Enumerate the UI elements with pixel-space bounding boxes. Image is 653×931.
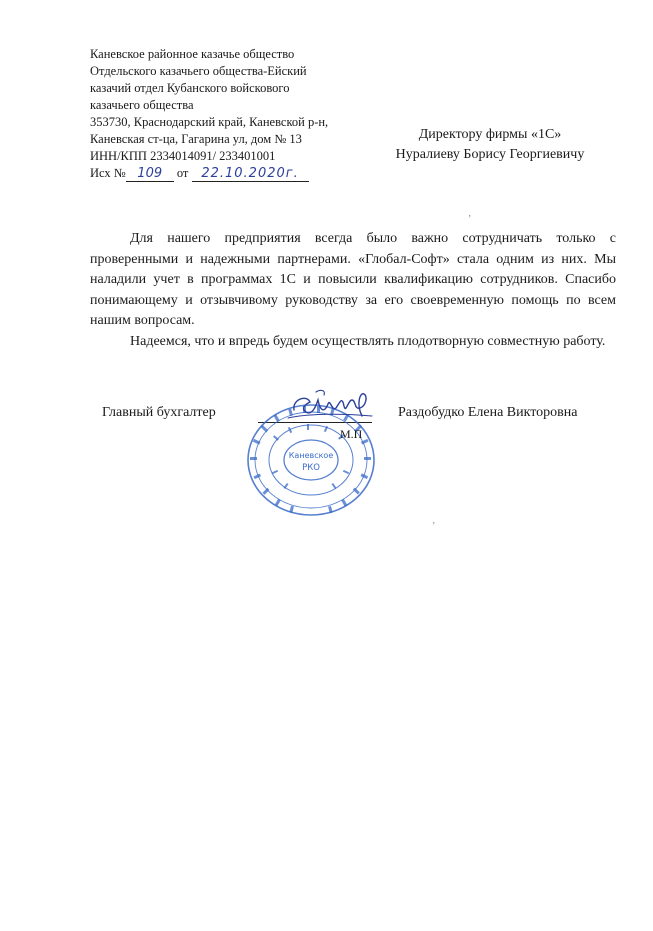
seal-center-top: Каневское [288, 451, 334, 460]
signatory-title: Главный бухгалтер [102, 405, 216, 420]
reference-line [90, 165, 390, 182]
sender-address: 353730, Краснодарский край, Каневской р-н, [90, 115, 329, 129]
sender-line: Отдельского казачьего общества-Ейский [90, 64, 307, 78]
sender-line: казачий отдел Кубанского войскового [90, 81, 290, 95]
date-label: от [176, 166, 189, 180]
ref-date: 22.10.2020г. [192, 167, 309, 182]
paper-speck: ʼ [432, 521, 436, 532]
sender-address: Каневская ст-ца, Гагарина ул, дом № 13 [90, 132, 302, 146]
recipient-name: Нуралиеву Борису Георгиевичу [395, 147, 585, 162]
stamp-place-mark: М.П [340, 427, 363, 441]
body-paragraph: Для нашего предприятия всегда было важно сотрудничать только с проверенными и надежными партнерами. «Глобал-Софт» стала одним из них. Мы наладили учет в программах 1С и повысили квалификацию сотрудников. Спасибо понимающему и отзывчивому руководству за его своевременную помощь по всем нашим вопросам. [90, 231, 616, 328]
sender-block [90, 46, 390, 182]
sender-line: казачьего общества [90, 98, 194, 112]
letter-body [90, 229, 616, 352]
signatory-name: Раздобудко Елена Викторовна [398, 405, 578, 420]
seal-center-bottom: РКО [302, 463, 320, 473]
sender-line: Каневское районное казачье общество [90, 47, 295, 61]
ref-number: 109 [126, 167, 174, 182]
recipient-position: Директору фирмы «1С» [418, 127, 562, 142]
handwritten-signature [286, 386, 376, 426]
body-paragraph: Надеемся, что и впредь будем осуществлять плодотворную совместную работу. [130, 333, 606, 349]
recipient-block [370, 125, 610, 165]
ref-label: Исх № [90, 166, 126, 180]
paper-speck: ʼ [468, 214, 472, 225]
sender-inn: ИНН/КПП 2334014091/ 233401001 [90, 149, 276, 163]
